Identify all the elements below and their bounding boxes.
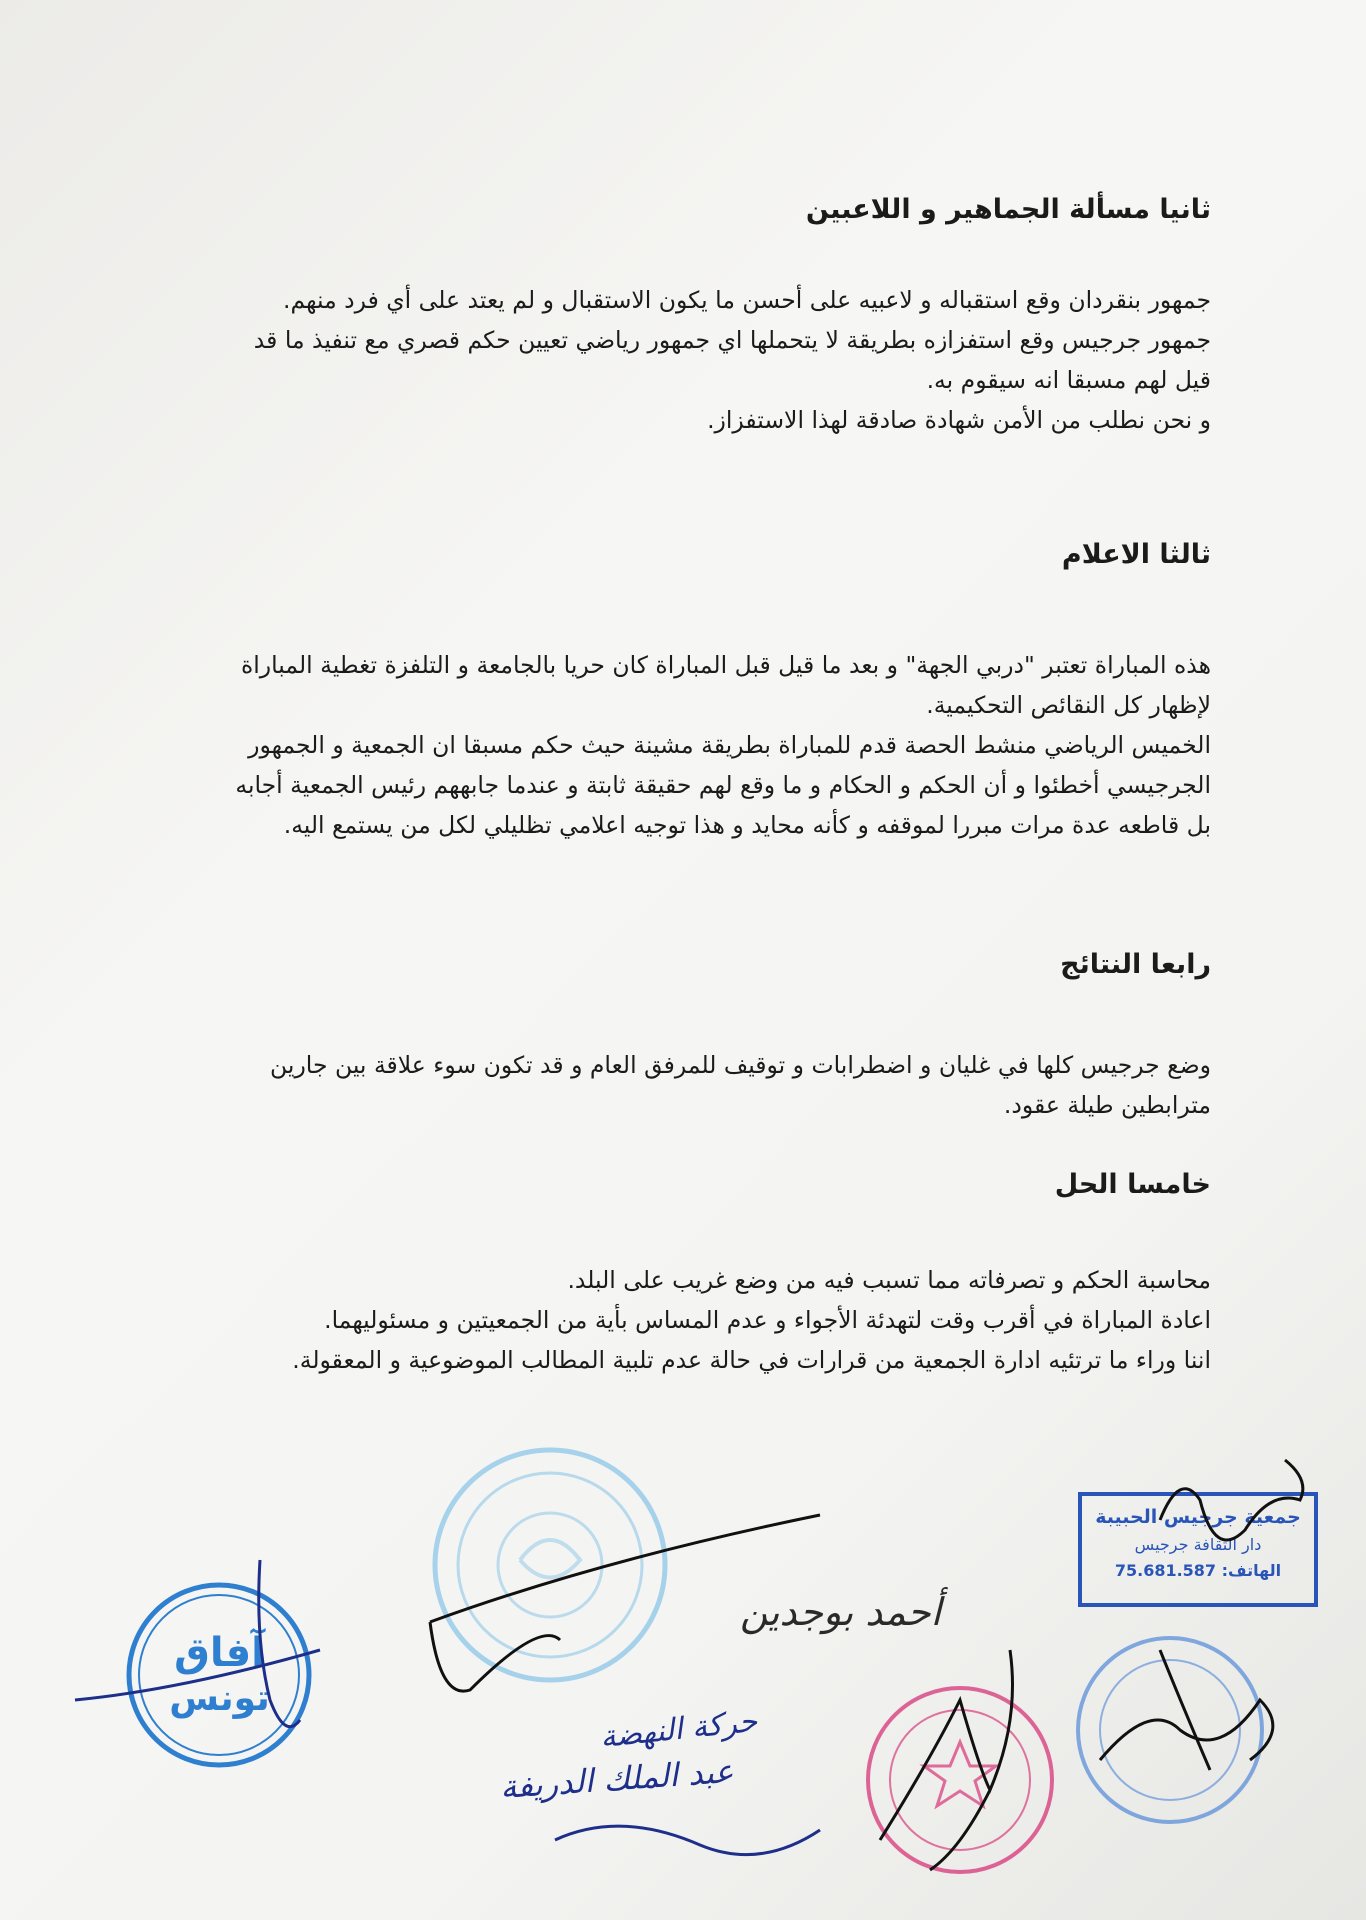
handwritten-name-1: أحمد بوجدين [740,1590,942,1634]
paragraph: هذه المباراة تعتبر "دربي الجهة" و بعد ما قيل قبل المباراة كان حريا بالجامعة و التلفزة تغطية المباراة لإظهار كل النقائص التحكيمية. [240,651,1211,719]
stamp-club-name: جمعية جرجيس الحبيبة [1095,1506,1301,1528]
faded-round-stamp [425,1440,675,1690]
paragraph: وضع جرجيس كلها في غليان و اضطرابات و توقيف للمرفق العام و قد تكون سوء علاقة بين جارين مترابطين طيلة عقود. [270,1051,1211,1119]
afek-tounes-stamp [122,1578,317,1773]
club-rect-stamp [1078,1492,1318,1607]
paragraph: اننا وراء ما ترتئيه ادارة الجمعية من قرارات في حالة عدم تلبية المطالب الموضوعية و المعقولة. [292,1346,1211,1374]
pink-round-stamp [860,1680,1060,1880]
paragraph: جمهور بنقردان وقع استقباله و لاعبيه على أحسن ما يكون الاستقبال و لم يعتد على أي فرد منهم. [283,286,1211,314]
section-heading: خامسا الحل [1054,1169,1211,1200]
section-heading: ثالثا الاعلام [1061,539,1211,570]
paragraph: محاسبة الحكم و تصرفاته مما تسبب فيه من وضع غريب على البلد. [567,1266,1211,1294]
handwritten-name-2: حركة النهضة [598,1703,759,1756]
handwritten-name-3: عبد الملك الدريفة [498,1751,735,1807]
section-heading: ثانيا مسألة الجماهير و اللاعبين [805,194,1211,225]
section-results [211,935,1211,1125]
paragraph: جمهور جرجيس وقع استفزازه بطريقة لا يتحملها اي جمهور رياضي تعيين حكم قصري مع تنفيذ ما قد قيل لهم مسبقا انه سيقوم به. [253,326,1211,394]
section-solution [211,1155,1211,1380]
section-crowds [211,180,1211,440]
paragraph: الخميس الرياضي منشط الحصة قدم للمباراة بطريقة مشينة حيث حكم مسبقا ان الجمعية و الجمهور الجرجيسي أخطئوا و أن الحكم و الحكام و ما وقع لهم حقيقة ثابتة و عندما جابههم رئيس الجمعية أجابه بل قاطعه عدة مرات مبررا لموقفه و كأنه محايد و هذا توجيه اعلامي تظليلي لكل من يستمع اليه. [235,731,1211,839]
section-media [211,525,1211,845]
stamp-text-afek: آفاق [174,1630,265,1676]
paragraph: و نحن نطلب من الأمن شهادة صادقة لهذا الاستفزاز. [707,406,1211,434]
stamp-club-address: دار الثقافة جرجيس [1134,1535,1262,1554]
section-heading: رابعا النتائج [1060,949,1211,980]
paragraph: اعادة المباراة في أقرب وقت لتهدئة الأجواء و عدم المساس بأية من الجمعيتين و مسئوليهما. [324,1306,1211,1334]
stamp-ring-icon [122,1578,317,1773]
stamp-text-tounes: تونس [169,1678,270,1719]
blue-round-stamp [1070,1630,1270,1830]
stamp-club-phone: الهاتف: 75.681.587 [1114,1561,1282,1580]
